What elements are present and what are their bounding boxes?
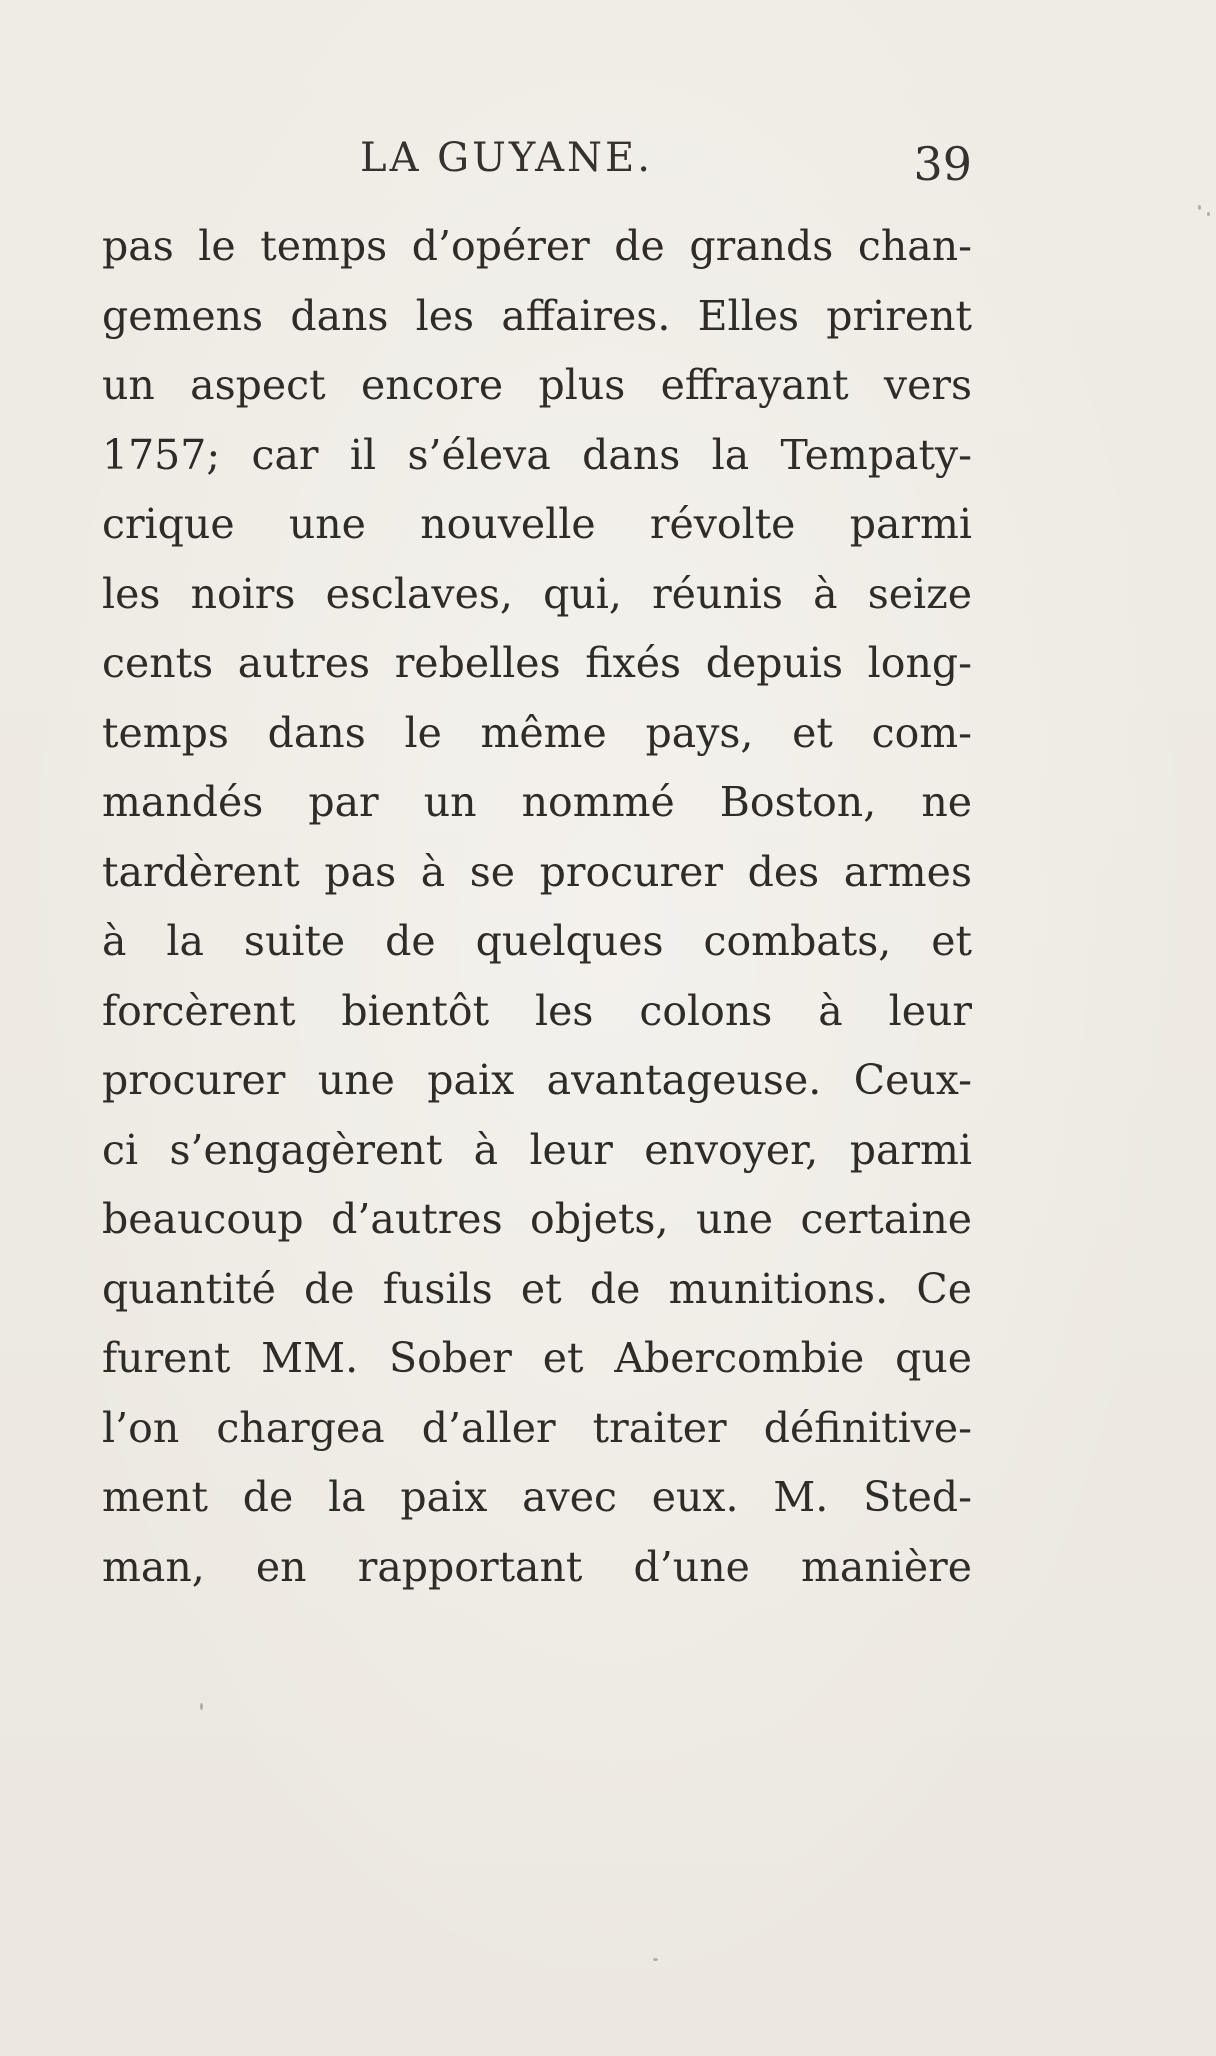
text-line: gemens dans les affaires. Elles prirent xyxy=(102,291,972,340)
text-line: tardèrent pas à se procurer des armes xyxy=(102,847,972,896)
text-line: ment de la paix avec eux. M. Sted- xyxy=(102,1473,972,1521)
running-head xyxy=(102,133,972,191)
text-line: beaucoup d’autres objets, une certaine xyxy=(102,1195,972,1243)
text-line: ci s’engagèrent à leur envoyer, parmi xyxy=(102,1125,972,1174)
text-line: man, en rapportant d’une manière xyxy=(102,1542,972,1591)
text-line: temps dans le même pays, et com- xyxy=(102,708,972,757)
text-line: cents autres rebelles fixés depuis long- xyxy=(102,639,972,687)
text-line: crique une nouvelle révolte parmi xyxy=(102,500,972,548)
paper-speck xyxy=(200,1703,203,1710)
text-line: forcèrent bientôt les colons à leur xyxy=(102,986,972,1035)
text-line: quantité de fusils et de munitions. Ce xyxy=(102,1264,972,1313)
text-line: un aspect encore plus effrayant vers xyxy=(102,361,972,409)
paper-speck xyxy=(1207,212,1210,216)
text-line: l’on chargea d’aller traiter définitive- xyxy=(102,1403,972,1452)
text-line: à la suite de quelques combats, et xyxy=(102,917,972,965)
text-line: 1757; car il s’éleva dans la Tempaty- xyxy=(102,430,972,479)
text-line: furent MM. Sober et Abercombie que xyxy=(102,1334,972,1382)
running-title: LA GUYANE. xyxy=(360,135,653,181)
text-line: mandés par un nommé Boston, ne xyxy=(102,778,972,826)
paper-speck xyxy=(653,1958,658,1961)
body-text xyxy=(102,212,972,1602)
paper-speck xyxy=(1198,205,1201,210)
page-number: 39 xyxy=(913,137,972,191)
text-line: les noirs esclaves, qui, réunis à seize xyxy=(102,569,972,618)
text-line: procurer une paix avantageuse. Ceux- xyxy=(102,1056,972,1104)
text-line: pas le temps d’opérer de grands chan- xyxy=(102,222,972,270)
